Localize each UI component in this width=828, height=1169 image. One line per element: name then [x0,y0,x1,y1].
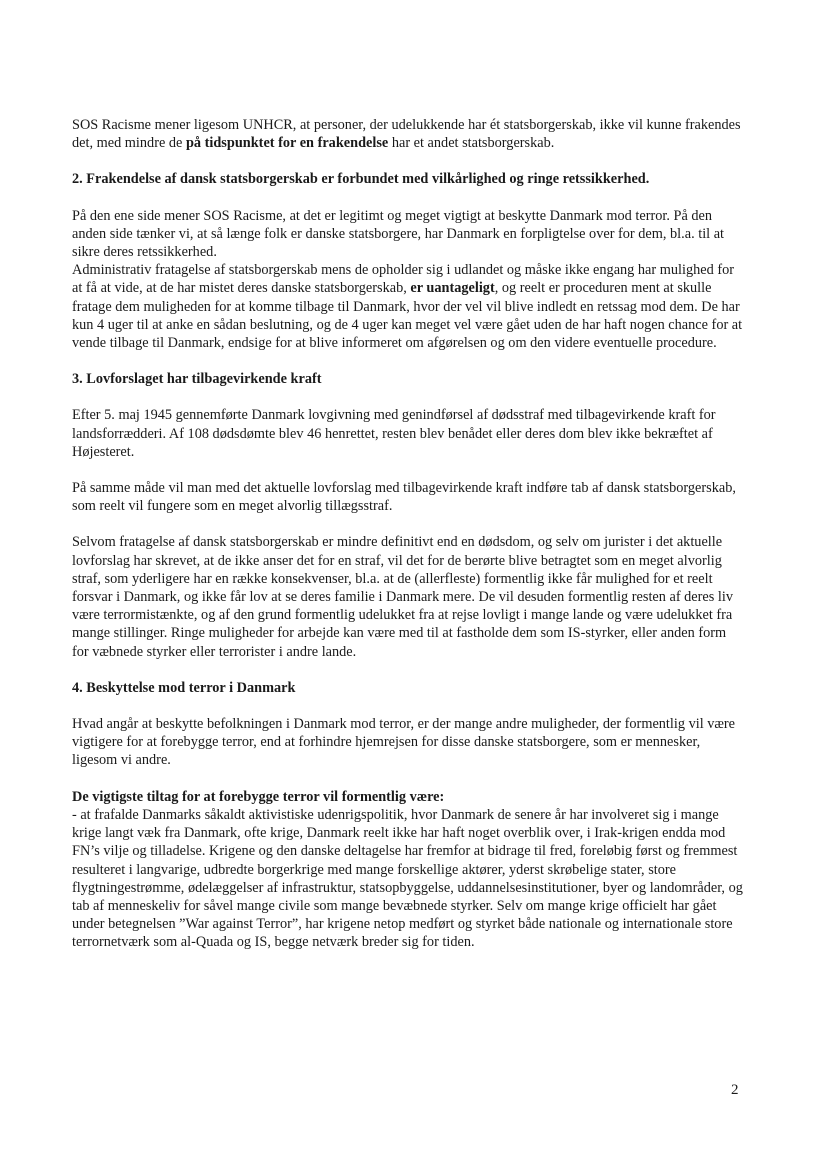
paragraph-text: SOS Racisme mener ligesom UNHCR, at personer, der udelukkende har ét statsborgerskab, ikke vil kunne frakendes det, med mindre de [72,117,741,152]
paragraph-legitimacy: På den ene side mener SOS Racisme, at det er legitimt og meget vigtigt at beskytte Danmark mod terror. På den anden side tænker vi, at så længe folk er danske statsborgere, har Danmark en forpligtelse over for dem, bl.a. til at sikre deres retssikkerhed. [72,207,725,261]
paragraph-text: Administrativ fratagelse af statsborgerskab mens de opholder sig i udlandet og måske ikke engang har mulighed for at få at vide, at de har mistet deres danske statsborgerskab, [72,262,734,297]
document-body [72,116,744,952]
paragraph-administrative [72,261,744,352]
bold-emphasis: på tidspunktet for en frakendelse [185,135,389,152]
page-number: 2 [731,1082,739,1098]
bold-emphasis: er uantageligt [410,280,495,297]
paragraph-consequences: Selvom fratagelse af dansk statsborgerskab er mindre definitivt end en dødsdom, og selv om jurister i det aktuelle lovforslag har skrevet, at de ikke anser det for en straf, vil det for de berørte blive betragtet som en meget alvorlig straf, som yderligere har en række konsekvenser, bl.a. at de (allerfleste) formentlig ikke får mulighed for et reelt forsvar i Danmark, og ikke får lov at se deres familie i Danmark mere. De vil desuden formentlig resten af deres liv være terrormistænkte, og af den grund formentlig udelukket fra at rejse lovligt i mange lande og være udelukket fra mange stillinger. Ringe muligheder for arbejde kan være med til at fastholde dem som IS-styrker, eller anden form for væbnede styrker eller terrorister i andre lande. [72,534,733,660]
measures-heading: De vigtigste tiltag for at forebygge terror vil formentlig være: [72,788,445,805]
section-heading-3: 3. Lovforslaget har tilbagevirkende kraft [72,371,322,388]
section-heading-4: 4. Beskyttelse mod terror i Danmark [72,679,296,696]
paragraph-same-way: På samme måde vil man med det aktuelle lovforslag med tilbagevirkende kraft indføre tab af dansk statsborgerskab, som reelt vil fungere som en meget alvorlig tillægsstraf. [72,480,736,515]
paragraph-text: , og reelt er proceduren ment at skulle fratage dem muligheden for at komme tilbage til Danmark, hvor der vel vil blive indledt en retssag mod dem. De har kun 4 uger til at anke en sådan beslutning, og de 4 uger kan meget vel være gået uden de har haft nogen chance for at vende tilbage til Danmark, endsige for at blive informeret om afgørelsen og om den videre eventuelle procedure. [72,280,743,352]
paragraph-foreign-policy: - at frafalde Danmarks såkaldt aktivistiske udenrigspolitik, hvor Danmark de senere år har involveret sig i mange krige langt væk fra Danmark, ofte krige, Danmark reelt ikke har haft noget overblik over, i Irak-krigen endda mod FN’s vilje og tilladelse. Krigene og den danske deltagelse har fremfor at bidrage til fred, foreløbig først og fremmest resulteret i langvarige, udbredte borgerkrige med mange forskellige aktører, yderst skrøbelige stater, store flygtningestrømme, ødelæggelser af infrastruktur, statsopbyggelse, uddannelsesinstitutioner, byer og landområder, og tab af menneskeliv for såvel mange civile som mange bevæbnede styrker. Selv om mange krige officielt har gået under betegnelsen ”War against Terror”, har krigene netop medført og styrket både nationale og internationale store terrornetværk som al-Quada og IS, begge netværk breder sig for tiden. [72,806,743,951]
paragraph-text: har et andet statsborgerskab. [388,135,555,152]
paragraph-protection: Hvad angår at beskytte befolkningen i Danmark mod terror, er der mange andre muligheder, der formentlig vil være vigtigere for at forebygge terror, end at forhindre hjemrejsen for disse danske statsborgere, som er mennesker, ligesom vi andre. [72,716,736,769]
paragraph-1945: Efter 5. maj 1945 gennemførte Danmark lovgivning med genindførsel af dødsstraf med tilbagevirkende kraft for landsforrædderi. Af 108 dødsdømte blev 46 henrettet, resten blev benådet eller deres dom blev ikke bekræftet af Højesteret. [72,407,716,460]
paragraph-unhcr [72,116,744,152]
section-heading-2: 2. Frakendelse af dansk statsborgerskab er forbundet med vilkårlighed og ringe retssikkerhed. [72,171,650,188]
